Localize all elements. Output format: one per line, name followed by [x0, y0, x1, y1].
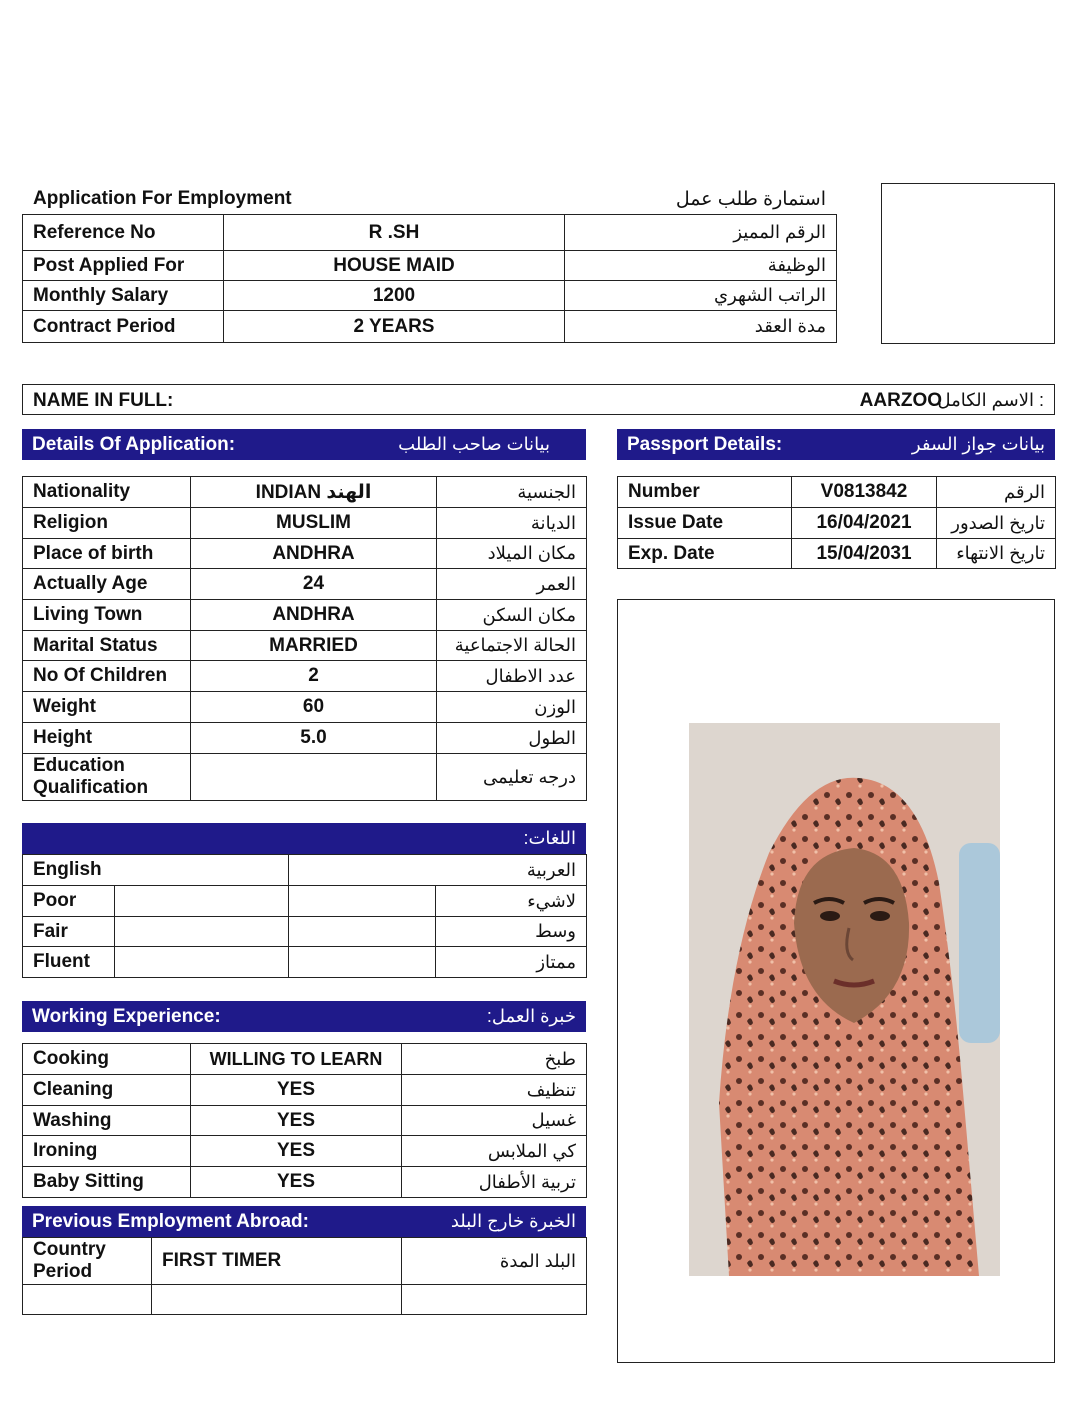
- education-label-line1: Education: [33, 755, 125, 776]
- row-value: INDIAN الهند: [191, 477, 437, 508]
- row-label-ar: تاريخ الصدور: [937, 508, 1056, 539]
- languages-heading: [22, 823, 586, 854]
- row-label: Weight: [23, 692, 191, 723]
- details-heading: [22, 429, 586, 460]
- photo-placeholder-box: [881, 183, 1055, 344]
- row-label-ar: الوزن: [437, 692, 587, 723]
- row-label-ar: الراتب الشهري: [565, 281, 837, 311]
- row-label-ar: الرقم: [937, 477, 1056, 508]
- previous-heading-ar: الخبرة خارج البلد: [450, 1211, 576, 1231]
- table-row: [23, 1238, 587, 1285]
- row-value: 5.0: [191, 723, 437, 754]
- education-label-line2: Qualification: [33, 777, 149, 798]
- form-title-ar: استمارة طلب عمل: [675, 189, 826, 210]
- table-row: [23, 311, 837, 343]
- row-value: MARRIED: [191, 631, 437, 661]
- applicant-photo-image: [689, 723, 1000, 1276]
- row-value: 2: [191, 661, 437, 692]
- row-label-ar: مدة العقد: [565, 311, 837, 343]
- skill-value: YES: [191, 1167, 402, 1198]
- education-label: [23, 754, 191, 801]
- row-value: ANDHRA: [191, 539, 437, 569]
- previous-table: [22, 1237, 587, 1315]
- skill-value: WILLING TO LEARN: [191, 1044, 402, 1075]
- passport-heading-ar: بيانات جواز السفر: [911, 434, 1045, 454]
- table-row: [23, 631, 587, 661]
- name-label-en: NAME IN FULL:: [33, 390, 174, 411]
- top-info-table: [22, 214, 837, 343]
- name-row: [22, 384, 1055, 415]
- row-label: Monthly Salary: [23, 281, 224, 311]
- lang-level-ar: ممتاز: [436, 947, 587, 978]
- row-label: Marital Status: [23, 631, 191, 661]
- table-row: [23, 477, 587, 508]
- experience-heading: [22, 1001, 586, 1032]
- skill-label: Cooking: [23, 1044, 191, 1075]
- row-value: 24: [191, 569, 437, 600]
- previous-heading-en: Previous Employment Abroad:: [32, 1210, 309, 1232]
- table-row: [23, 600, 587, 631]
- details-table: [22, 476, 587, 801]
- table-row: [23, 1075, 587, 1106]
- table-row: [23, 281, 837, 311]
- row-label: Exp. Date: [618, 539, 792, 569]
- row-label: Height: [23, 723, 191, 754]
- lang-cell-en: [115, 886, 289, 917]
- row-value: 1200: [224, 281, 565, 311]
- empty-cell: [402, 1285, 587, 1315]
- row-label-ar: مكان الميلاد: [437, 539, 587, 569]
- previous-heading: [22, 1206, 586, 1237]
- table-row: [23, 1106, 587, 1136]
- row-label-ar: الرقم المميز: [565, 215, 837, 251]
- skill-value: YES: [191, 1075, 402, 1106]
- lang-cell-ar: [289, 917, 436, 947]
- row-label-ar: الديانة: [437, 508, 587, 539]
- row-label: No Of Children: [23, 661, 191, 692]
- skill-label: Washing: [23, 1106, 191, 1136]
- lang-cell-en: [115, 947, 289, 978]
- experience-heading-en: Working Experience:: [32, 1005, 221, 1027]
- country-label: Country: [33, 1239, 106, 1260]
- table-row: [23, 886, 587, 917]
- skill-value: YES: [191, 1106, 402, 1136]
- country-period-label: [23, 1238, 152, 1285]
- table-row: [23, 1136, 587, 1167]
- skill-label: Baby Sitting: [23, 1167, 191, 1198]
- row-label-ar: الجنسية: [437, 477, 587, 508]
- lang-cell-ar: [289, 886, 436, 917]
- period-label: Period: [33, 1261, 93, 1282]
- table-row: [23, 661, 587, 692]
- row-label: Religion: [23, 508, 191, 539]
- row-label: Issue Date: [618, 508, 792, 539]
- table-row: [618, 477, 1056, 508]
- experience-heading-ar: خبرة العمل:: [486, 1006, 576, 1026]
- previous-value: FIRST TIMER: [152, 1238, 402, 1285]
- name-label-ar: : الاسم الكامل: [937, 390, 1044, 410]
- education-value: [191, 754, 437, 801]
- row-label: Place of birth: [23, 539, 191, 569]
- row-label-ar: العمر: [437, 569, 587, 600]
- languages-heading-ar: اللغات:: [523, 828, 576, 848]
- previous-label-ar: البلد المدة: [402, 1238, 587, 1285]
- empty-cell: [23, 1285, 152, 1315]
- lang-header-en: English: [23, 855, 289, 886]
- table-row: [23, 251, 837, 281]
- row-label-ar: الوظيفة: [565, 251, 837, 281]
- skill-label-ar: تنظيف: [402, 1075, 587, 1106]
- row-value: 16/04/2021: [792, 508, 937, 539]
- row-value: 2 YEARS: [224, 311, 565, 343]
- details-heading-ar: بيانات صاحب الطلب: [398, 434, 550, 454]
- row-label-ar: مكان السكن: [437, 600, 587, 631]
- row-label: Contract Period: [23, 311, 224, 343]
- passport-table: [617, 476, 1056, 569]
- table-row: [23, 1167, 587, 1198]
- table-row: [23, 508, 587, 539]
- table-row: [23, 569, 587, 600]
- skill-label-ar: طبخ: [402, 1044, 587, 1075]
- lang-cell-en: [115, 917, 289, 947]
- passport-heading: [617, 429, 1055, 460]
- table-row: [23, 539, 587, 569]
- table-row: [23, 215, 837, 251]
- lang-cell-ar: [289, 947, 436, 978]
- lang-level-ar: لاشيء: [436, 886, 587, 917]
- table-row: [618, 539, 1056, 569]
- skill-label: Ironing: [23, 1136, 191, 1167]
- table-row: [23, 692, 587, 723]
- row-label: Post Applied For: [23, 251, 224, 281]
- details-heading-en: Details Of Application:: [32, 433, 236, 455]
- passport-heading-en: Passport Details:: [627, 433, 783, 455]
- row-label-ar: تاريخ الانتهاء: [937, 539, 1056, 569]
- table-row: [23, 754, 587, 801]
- row-label-ar: الطول: [437, 723, 587, 754]
- row-label: Nationality: [23, 477, 191, 508]
- skill-value: YES: [191, 1136, 402, 1167]
- row-label: Reference No: [23, 215, 224, 251]
- row-label-ar: عدد الاطفال: [437, 661, 587, 692]
- table-row: [23, 723, 587, 754]
- row-label-ar: الحالة الاجتماعية: [437, 631, 587, 661]
- lang-level-ar: وسط: [436, 917, 587, 947]
- lang-level: Poor: [23, 886, 115, 917]
- skill-label-ar: غسيل: [402, 1106, 587, 1136]
- row-label: Number: [618, 477, 792, 508]
- row-value: ANDHRA: [191, 600, 437, 631]
- languages-table: [22, 854, 587, 978]
- row-label: Living Town: [23, 600, 191, 631]
- skill-label-ar: كي الملابس: [402, 1136, 587, 1167]
- row-value: MUSLIM: [191, 508, 437, 539]
- lang-level: Fluent: [23, 947, 115, 978]
- education-label-ar: درجه تعليمى: [437, 754, 587, 801]
- lang-header-ar: العربية: [289, 855, 587, 886]
- row-value: R .SH: [224, 215, 565, 251]
- empty-cell: [152, 1285, 402, 1315]
- row-value: V0813842: [792, 477, 937, 508]
- table-row: [23, 855, 587, 886]
- row-value: 15/04/2031: [792, 539, 937, 569]
- experience-table: [22, 1043, 587, 1198]
- table-row: [618, 508, 1056, 539]
- table-row: [23, 917, 587, 947]
- form-title-en: Application For Employment: [33, 188, 292, 209]
- name-value: AARZOO: [859, 390, 942, 411]
- applicant-photo: [689, 723, 1000, 1276]
- row-label: Actually Age: [23, 569, 191, 600]
- lang-level: Fair: [23, 917, 115, 947]
- table-row: [23, 1044, 587, 1075]
- skill-label-ar: تربية الأطفال: [402, 1167, 587, 1198]
- row-value: HOUSE MAID: [224, 251, 565, 281]
- row-value: 60: [191, 692, 437, 723]
- skill-label: Cleaning: [23, 1075, 191, 1106]
- table-row: [23, 1285, 587, 1315]
- table-row: [23, 947, 587, 978]
